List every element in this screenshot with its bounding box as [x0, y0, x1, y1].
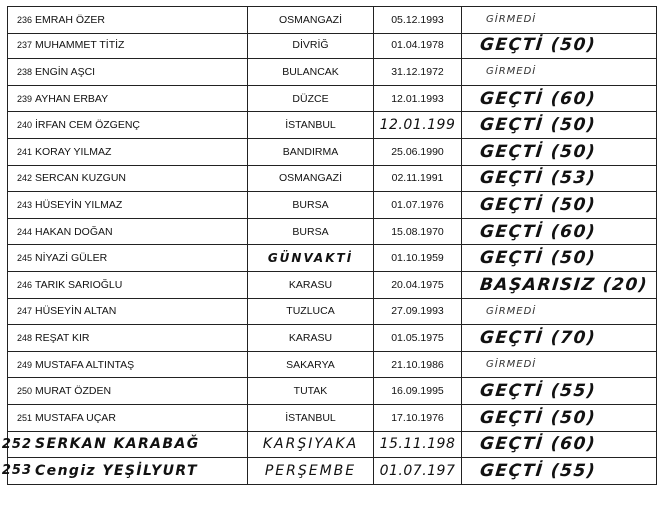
birth-date-text: 21.10.1986 [391, 358, 444, 371]
exam-result-text: GİRMEDİ [486, 359, 537, 371]
person-name [33, 219, 247, 245]
birthplace [247, 245, 373, 271]
person-name-text: HÜSEYİN ALTAN [35, 305, 117, 318]
birthplace-text: BANDIRMA [282, 145, 339, 158]
row-number [1, 458, 33, 484]
birth-date-text: 01.07.1976 [391, 198, 444, 211]
exam-result-text: GİRMEDİ [486, 66, 537, 78]
birthplace [247, 139, 373, 165]
exam-result [461, 405, 657, 431]
birthplace-text: DİVRİĞ [292, 39, 329, 52]
exam-result [461, 86, 657, 112]
row-number-text: 249 [16, 359, 32, 370]
row-number [7, 59, 33, 85]
birthplace [247, 378, 373, 404]
row-number-text: 240 [16, 120, 32, 131]
exam-result [461, 299, 657, 325]
exam-result [461, 352, 657, 378]
table-row [7, 219, 657, 246]
person-name-text: MUSTAFA ALTINTAŞ [35, 358, 135, 371]
birth-date-text: 05.12.1993 [391, 13, 444, 26]
birthplace [247, 405, 373, 431]
row-number-text: 246 [16, 279, 32, 290]
person-name [33, 272, 247, 298]
person-name-text: HAKAN DOĞAN [35, 225, 113, 238]
person-name [33, 59, 247, 85]
person-name [33, 192, 247, 218]
table-row [7, 272, 657, 299]
exam-result [461, 59, 657, 85]
birthplace [247, 432, 373, 458]
row-number [7, 299, 33, 325]
row-number-text: 242 [16, 173, 32, 184]
birth-date-text: 01.04.1978 [391, 39, 444, 52]
row-number [7, 325, 33, 351]
person-name-text: MUSTAFA UÇAR [35, 411, 116, 424]
row-number [1, 432, 33, 458]
row-number [7, 86, 33, 112]
birth-date-text: 02.11.1991 [391, 172, 444, 185]
birth-date [373, 86, 461, 112]
exam-result [461, 139, 657, 165]
person-name [33, 112, 247, 138]
row-number [7, 166, 33, 192]
birth-date-text: 12.01.1993 [391, 92, 444, 105]
table-row [7, 352, 657, 379]
birth-date [373, 299, 461, 325]
birth-date [373, 272, 461, 298]
exam-result-text: BAŞARISIZ (20) [478, 274, 650, 295]
person-name-text: İRFAN CEM ÖZGENÇ [35, 119, 141, 132]
birth-date [373, 219, 461, 245]
table-row [7, 112, 657, 139]
exam-result [461, 378, 657, 404]
exam-result-text: GİRMEDİ [486, 305, 537, 317]
person-name [33, 245, 247, 271]
person-name-text: MURAT ÖZDEN [35, 385, 112, 398]
birth-date [373, 378, 461, 404]
person-name-text: Cengiz YEŞİLYURT [35, 462, 198, 479]
row-number-text: 244 [16, 226, 32, 237]
row-number-text: 236 [16, 14, 32, 25]
birth-date [373, 139, 461, 165]
person-name-text: EMRAH ÖZER [35, 13, 106, 26]
birthplace [247, 272, 373, 298]
person-name [33, 139, 247, 165]
birthplace-text: OSMANGAZİ [278, 13, 342, 26]
birth-date-text: 15.11.198 [379, 436, 456, 453]
birthplace [247, 219, 373, 245]
table-row [1, 432, 657, 459]
exam-result-text: GEÇTİ (55) [478, 381, 598, 402]
exam-result [461, 7, 657, 33]
table-row [7, 192, 657, 219]
birthplace [247, 86, 373, 112]
row-number-text: 239 [16, 93, 32, 104]
person-name-text: MUHAMMET TİTİZ [35, 39, 125, 52]
row-number [7, 272, 33, 298]
row-number [7, 219, 33, 245]
person-name-text: NİYAZİ GÜLER [35, 252, 108, 265]
table-row [7, 378, 657, 405]
table-row [7, 405, 657, 432]
birthplace [247, 458, 373, 484]
birthplace [247, 59, 373, 85]
birth-date-text: 01.10.1959 [391, 252, 444, 265]
row-number-text: 247 [16, 306, 32, 317]
row-number [7, 7, 33, 33]
person-name [33, 86, 247, 112]
exam-result-text: GEÇTİ (55) [478, 460, 598, 481]
birthplace-text: SAKARYA [286, 358, 335, 371]
birth-date [373, 33, 461, 59]
birth-date-text: 17.10.1976 [391, 411, 444, 424]
birth-date-text: 01.05.1975 [391, 331, 444, 344]
birth-date-text: 20.04.1975 [391, 278, 444, 291]
table-row [7, 139, 657, 166]
person-name [33, 33, 247, 59]
person-name-text: KORAY YILMAZ [35, 145, 112, 158]
row-number [7, 378, 33, 404]
birthplace-text: GÜNVAKTİ [267, 251, 354, 266]
birthplace-text: BURSA [292, 225, 329, 238]
birthplace-text: KARŞIYAKA [262, 436, 359, 453]
person-name-text: AYHAN ERBAY [35, 92, 109, 105]
birthplace [247, 33, 373, 59]
exam-result [461, 458, 657, 484]
birthplace-text: TUZLUCA [286, 305, 335, 318]
row-number-text: 253 [1, 463, 32, 479]
birth-date-text: 01.07.197 [379, 462, 456, 479]
birth-date-text: 31.12.1972 [391, 65, 444, 78]
table-row [7, 59, 657, 86]
row-number [7, 192, 33, 218]
birthplace-text: İSTANBUL [285, 119, 336, 132]
birth-date [373, 166, 461, 192]
table-row [1, 458, 657, 485]
birth-date [373, 458, 461, 484]
birthplace-text: KARASU [288, 331, 333, 344]
person-name [33, 325, 247, 351]
exam-result-text: GEÇTİ (60) [478, 221, 598, 242]
exam-result [461, 166, 657, 192]
row-number [7, 33, 33, 59]
birth-date [373, 7, 461, 33]
exam-result [461, 192, 657, 218]
birthplace [247, 112, 373, 138]
birthplace-text: KARASU [288, 278, 333, 291]
birth-date [373, 352, 461, 378]
exam-result [461, 432, 657, 458]
birth-date-text: 15.08.1970 [391, 225, 444, 238]
row-number [7, 139, 33, 165]
birthplace-text: İSTANBUL [285, 411, 336, 424]
birthplace [247, 192, 373, 218]
row-number [7, 112, 33, 138]
exam-result-text: GİRMEDİ [486, 14, 537, 26]
person-name [33, 299, 247, 325]
table-row [7, 299, 657, 326]
birth-date [373, 325, 461, 351]
person-name [33, 405, 247, 431]
table-row [7, 86, 657, 113]
row-number [7, 352, 33, 378]
birth-date-text: 25.06.1990 [391, 145, 444, 158]
row-number [7, 405, 33, 431]
exam-result-text: GEÇTİ (60) [478, 88, 598, 109]
table-row [7, 325, 657, 352]
exam-result [461, 325, 657, 351]
person-name-text: TARIK SARIOĞLU [35, 278, 123, 291]
row-number-text: 237 [16, 40, 32, 51]
row-number-text: 245 [16, 253, 32, 264]
exam-result-text: GEÇTİ (70) [478, 327, 598, 348]
birthplace [247, 352, 373, 378]
birth-date [373, 405, 461, 431]
exam-result [461, 112, 657, 138]
table-row [7, 33, 657, 60]
person-name-text: SERCAN KUZGUN [35, 172, 127, 185]
birth-date-text: 16.09.1995 [391, 385, 444, 398]
person-name-text: HÜSEYİN YILMAZ [35, 198, 123, 211]
row-number-text: 251 [16, 412, 32, 423]
exam-result-text: GEÇTİ (60) [478, 434, 598, 455]
birthplace [247, 299, 373, 325]
birth-date [373, 59, 461, 85]
person-name [33, 378, 247, 404]
row-number-text: 252 [1, 436, 32, 452]
birthplace [247, 166, 373, 192]
person-name-text: REŞAT KIR [35, 331, 90, 344]
table-row [7, 166, 657, 193]
exam-result-text: GEÇTİ (53) [478, 168, 598, 189]
birthplace-text: OSMANGAZİ [278, 172, 342, 185]
person-name [33, 166, 247, 192]
exam-result [461, 245, 657, 271]
exam-result [461, 272, 657, 298]
birthplace-text: BULANCAK [282, 65, 339, 78]
birth-date-text: 12.01.199 [379, 117, 456, 134]
exam-result-text: GEÇTİ (50) [478, 407, 598, 428]
person-name [33, 352, 247, 378]
row-number-text: 238 [16, 66, 32, 77]
birth-date [373, 192, 461, 218]
birth-date [373, 112, 461, 138]
birth-date [373, 245, 461, 271]
row-number-text: 250 [16, 386, 32, 397]
row-number [7, 245, 33, 271]
exam-result-text: GEÇTİ (50) [478, 115, 598, 136]
table-row [7, 6, 657, 34]
birthplace-text: PERŞEMBE [264, 462, 357, 479]
birthplace [247, 325, 373, 351]
exam-result [461, 33, 657, 59]
birthplace-text: DÜZCE [292, 92, 329, 105]
exam-result [461, 219, 657, 245]
exam-result-text: GEÇTİ (50) [478, 141, 598, 162]
birthplace [247, 7, 373, 33]
birthplace-text: BURSA [292, 198, 329, 211]
exam-result-text: GEÇTİ (50) [478, 248, 598, 269]
exam-result-text: GEÇTİ (50) [478, 194, 598, 215]
person-name [33, 458, 247, 484]
table-row [7, 245, 657, 272]
person-name-text: ENGİN AŞCI [35, 65, 96, 78]
birth-date-text: 27.09.1993 [391, 305, 444, 318]
birthplace-text: TUTAK [293, 385, 328, 398]
row-number-text: 248 [16, 332, 32, 343]
birth-date [373, 432, 461, 458]
row-number-text: 241 [16, 146, 32, 157]
person-name-text: SERKAN KARABAĞ [35, 436, 200, 453]
person-name [33, 432, 247, 458]
row-number-text: 243 [16, 199, 32, 210]
exam-result-text: GEÇTİ (50) [478, 35, 598, 56]
person-name [33, 7, 247, 33]
